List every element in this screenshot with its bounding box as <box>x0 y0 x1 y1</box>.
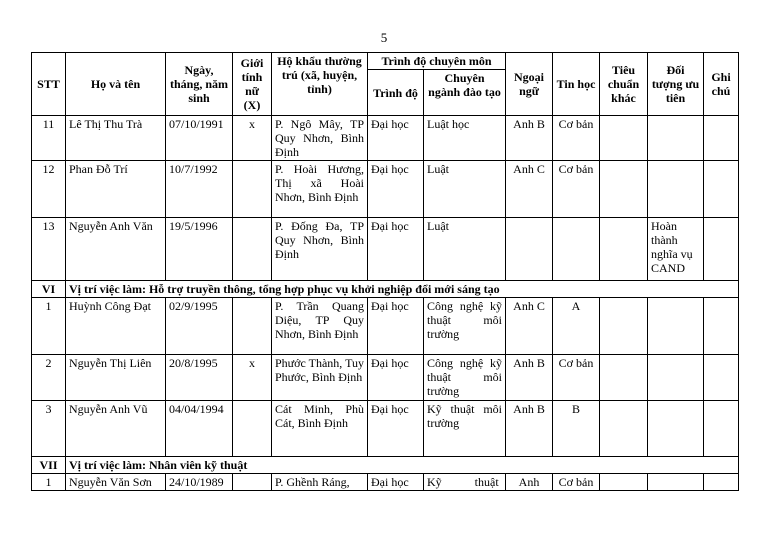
cell-female <box>233 401 272 457</box>
cell-priority <box>648 116 704 161</box>
cell-it: Cơ bản <box>553 355 600 401</box>
col-name: Họ và tên <box>66 53 166 116</box>
cell-name: Lê Thị Thu Trà <box>66 116 166 161</box>
cell-other <box>600 401 648 457</box>
cell-level: Đại học <box>368 161 424 218</box>
cell-it <box>553 218 600 281</box>
cell-priority: Hoàn thành nghĩa vụ CAND <box>648 218 704 281</box>
section-row <box>32 281 739 298</box>
cell-stt: 1 <box>32 474 66 491</box>
cell-dob: 19/5/1996 <box>166 218 233 281</box>
cell-note <box>704 161 739 218</box>
section-number: VI <box>32 281 66 298</box>
section-row <box>32 457 739 474</box>
cell-dob: 07/10/1991 <box>166 116 233 161</box>
cell-female <box>233 298 272 355</box>
cell-it: Cơ bản <box>553 474 600 491</box>
candidate-table <box>31 52 739 491</box>
cell-it: Cơ bản <box>553 116 600 161</box>
cell-address: Cát Minh, Phù Cát, Bình Định <box>272 401 368 457</box>
col-major: Chuyên ngành đào tạo <box>424 70 506 116</box>
col-stt: STT <box>32 53 66 116</box>
table-row <box>32 401 739 457</box>
cell-priority <box>648 401 704 457</box>
cell-major: Luật <box>424 218 506 281</box>
cell-female: x <box>233 116 272 161</box>
cell-other <box>600 298 648 355</box>
cell-major: Công nghệ kỹ thuật môi trường <box>424 298 506 355</box>
cell-stt: 3 <box>32 401 66 457</box>
cell-address: P. Ngô Mây, TP Quy Nhơn, Bình Định <box>272 116 368 161</box>
cell-lang: Anh <box>506 474 553 491</box>
page-number: 5 <box>380 30 388 45</box>
col-priority: Đối tượng ưu tiên <box>648 53 704 116</box>
cell-female <box>233 474 272 491</box>
cell-major: Luật học <box>424 116 506 161</box>
table-row <box>32 116 739 161</box>
cell-female: x <box>233 355 272 401</box>
cell-stt: 2 <box>32 355 66 401</box>
cell-lang: Anh B <box>506 401 553 457</box>
cell-it: Cơ bản <box>553 161 600 218</box>
col-dob: Ngày, tháng, năm sinh <box>166 53 233 116</box>
cell-dob: 24/10/1989 <box>166 474 233 491</box>
table-row <box>32 298 739 355</box>
cell-lang: Anh C <box>506 161 553 218</box>
cell-major: Luật <box>424 161 506 218</box>
cell-note <box>704 474 739 491</box>
cell-name: Nguyễn Văn Sơn <box>66 474 166 491</box>
col-address: Hộ khẩu thường trú (xã, huyện, tỉnh) <box>272 53 368 116</box>
cell-address: P. Ghềnh Ráng, <box>272 474 368 491</box>
cell-dob: 04/04/1994 <box>166 401 233 457</box>
cell-name: Nguyễn Anh Vũ <box>66 401 166 457</box>
cell-address: P. Đống Đa, TP Quy Nhơn, Bình Định <box>272 218 368 281</box>
header-row <box>32 53 739 70</box>
cell-dob: 20/8/1995 <box>166 355 233 401</box>
cell-stt: 11 <box>32 116 66 161</box>
table-row <box>32 161 739 218</box>
cell-level: Đại học <box>368 355 424 401</box>
section-number: VII <box>32 457 66 474</box>
col-note: Ghi chú <box>704 53 739 116</box>
cell-priority <box>648 298 704 355</box>
cell-stt: 13 <box>32 218 66 281</box>
cell-priority <box>648 474 704 491</box>
cell-major: Công nghệ kỹ thuật môi trường <box>424 355 506 401</box>
cell-major: Kỹ thuật <box>424 474 506 491</box>
col-foreign-lang: Ngoại ngữ <box>506 53 553 116</box>
col-level: Trình độ <box>368 70 424 116</box>
cell-note <box>704 298 739 355</box>
cell-priority <box>648 355 704 401</box>
cell-name: Phan Đỗ Trí <box>66 161 166 218</box>
cell-level: Đại học <box>368 298 424 355</box>
cell-it: B <box>553 401 600 457</box>
section-title: Vị trí việc làm: Nhân viên kỹ thuật <box>66 457 739 474</box>
cell-it: A <box>553 298 600 355</box>
cell-major: Kỹ thuật môi trường <box>424 401 506 457</box>
cell-other <box>600 116 648 161</box>
cell-name: Nguyễn Anh Văn <box>66 218 166 281</box>
cell-level: Đại học <box>368 401 424 457</box>
col-qualification: Trình độ chuyên môn <box>368 53 506 70</box>
col-other: Tiêu chuẩn khác <box>600 53 648 116</box>
cell-note <box>704 401 739 457</box>
cell-other <box>600 355 648 401</box>
col-female: Giới tính nữ (X) <box>233 53 272 116</box>
cell-address: P. Trần Quang Diệu, TP Quy Nhơn, Bình Định <box>272 298 368 355</box>
cell-note <box>704 116 739 161</box>
table-row <box>32 355 739 401</box>
section-title: Vị trí việc làm: Hỗ trợ truyền thông, tổng hợp phục vụ khởi nghiệp đổi mới sáng tạo <box>66 281 739 298</box>
cell-level: Đại học <box>368 474 424 491</box>
cell-lang: Anh C <box>506 298 553 355</box>
cell-dob: 02/9/1995 <box>166 298 233 355</box>
cell-dob: 10/7/1992 <box>166 161 233 218</box>
cell-level: Đại học <box>368 116 424 161</box>
cell-address: P. Hoài Hương, Thị xã Hoài Nhơn, Bình Định <box>272 161 368 218</box>
cell-other <box>600 161 648 218</box>
cell-name: Nguyễn Thị Liên <box>66 355 166 401</box>
cell-other <box>600 218 648 281</box>
cell-address: Phước Thành, Tuy Phước, Bình Định <box>272 355 368 401</box>
cell-female <box>233 161 272 218</box>
cell-lang: Anh B <box>506 355 553 401</box>
cell-lang <box>506 218 553 281</box>
cell-level: Đại học <box>368 218 424 281</box>
cell-female <box>233 218 272 281</box>
cell-note <box>704 355 739 401</box>
cell-other <box>600 474 648 491</box>
col-it: Tin học <box>553 53 600 116</box>
cell-name: Huỳnh Công Đạt <box>66 298 166 355</box>
cell-priority <box>648 161 704 218</box>
cell-note <box>704 218 739 281</box>
table-row <box>32 474 739 491</box>
table-row <box>32 218 739 281</box>
cell-stt: 1 <box>32 298 66 355</box>
cell-stt: 12 <box>32 161 66 218</box>
cell-lang: Anh B <box>506 116 553 161</box>
